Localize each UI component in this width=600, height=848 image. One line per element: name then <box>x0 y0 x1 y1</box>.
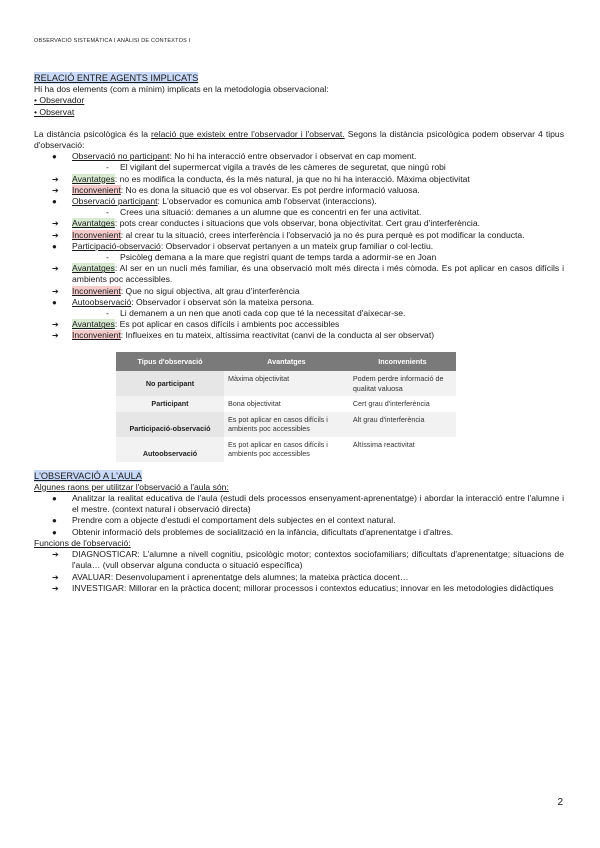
item-label: Avantatges <box>72 263 115 274</box>
list-item <box>34 583 564 594</box>
table-row <box>116 371 456 396</box>
pros-cons-item <box>34 185 564 196</box>
item-text: : Al ser en un nucli més familiar, és una observació molt més directa i més còmoda. Es pot aplicar en casos difícils i ambients poc accessibles. <box>72 263 564 285</box>
observation-type-item <box>34 196 564 207</box>
dash-marker: - <box>106 207 109 218</box>
table-cell-type: Participant <box>116 396 224 412</box>
arrow-marker: ➔ <box>52 331 59 341</box>
item-label: Observació no participant <box>72 151 170 162</box>
item-label: Avantatges <box>72 218 115 229</box>
example-item <box>34 308 564 319</box>
arrow-marker: ➔ <box>52 550 59 560</box>
item-label: Observació participant <box>72 196 158 207</box>
table-row <box>116 412 456 437</box>
list-item <box>34 527 564 538</box>
list-item <box>34 515 564 526</box>
item-label: Avantatges <box>72 173 115 184</box>
list-item-observat: • Observat <box>34 106 75 117</box>
example-item <box>34 207 564 218</box>
item-text: Crees una situació: demanes a un alumne que es concentri en fer una activitat. <box>120 207 422 218</box>
list-item <box>34 493 564 515</box>
page-content <box>34 72 564 594</box>
page-number: 2 <box>557 797 563 808</box>
item-label: Inconvenient <box>72 330 121 341</box>
function-text: DIAGNOSTICAR: L'alumne a nivell cognitiu, psicològic motor; contextos sociofamiliars; dificultats d'aprenentatge; situacions de l'aula… (vull observar alguna conducta o situació específica) <box>72 549 564 571</box>
bullet-marker: ● <box>52 494 57 504</box>
example-item <box>34 162 564 173</box>
dash-marker: - <box>106 252 109 263</box>
item-text: Psicòleg demana a la mare que registri quant de temps tarda a adormir-se en Joan <box>120 252 437 263</box>
bullet-marker: ● <box>52 297 57 307</box>
table-cell-type: Autoobservació <box>116 437 224 462</box>
arrow-marker: ➔ <box>52 230 59 240</box>
observation-type-item <box>34 241 564 252</box>
bullet-marker: ● <box>52 152 57 162</box>
item-text: : Influeixes en tu mateix, altíssima reactivitat (canvi de la conducta al ser observat) <box>120 330 435 341</box>
item-label: Inconvenient <box>72 285 121 296</box>
table-cell-disadvantages: Podem perdre informació de qualitat valuosa <box>349 371 456 396</box>
pros-cons-item <box>34 218 564 229</box>
pros-cons-item <box>34 230 564 241</box>
list-item <box>34 572 564 583</box>
reason-text: Prendre com a objecte d'estudi el comportament dels subjectes en el context natural. <box>72 515 396 526</box>
section-heading-classroom: L'OBSERVACIÓ A L'AULA <box>34 470 142 481</box>
dash-marker: - <box>106 308 109 319</box>
item-text: : No es dona la situació que es vol observar. Es pot perdre informació valuosa. <box>120 184 420 195</box>
list-item <box>34 549 564 571</box>
table-cell-type: Participació-observació <box>116 412 224 437</box>
item-text: : Observador i observat són la mateixa persona. <box>131 296 315 307</box>
summary-table <box>116 352 456 462</box>
table-header-cell: Tipus d'observació <box>116 352 224 372</box>
item-label: Participació-observació <box>72 240 161 251</box>
item-text: : al crear tu la situació, crees interferència i l'observació ja no és pura perquè es pot modificar la conducta. <box>120 229 525 240</box>
table-cell-advantages: Es pot aplicar en casos difícils i ambients poc accessibles <box>224 412 349 437</box>
item-text: : L'observador es comunica amb l'observat (interaccions). <box>157 196 377 207</box>
bullet-marker: ● <box>52 197 57 207</box>
arrow-marker: ➔ <box>52 572 59 582</box>
pros-cons-item <box>34 286 564 297</box>
observation-types-list <box>34 151 564 341</box>
list-item-observador: • Observador <box>34 95 85 106</box>
reason-text: Obtenir informació dels problemes de socialització en la infància, dificultats d'aprenentatge i d'altres. <box>72 526 454 537</box>
distance-definition: relació que existeix entre l'observador i l'observat. <box>151 128 345 139</box>
table-row <box>116 437 456 462</box>
item-text: : no es modifica la conducta, és la més natural, ja que no hi ha interacció. Màxima objectivitat <box>114 173 470 184</box>
example-item <box>34 252 564 263</box>
distance-text-end: Segons la distància psicològica podem observar 4 tipus d'observació: <box>34 128 565 151</box>
table-cell-advantages: Bona objectivitat <box>224 396 349 412</box>
table-row <box>116 396 456 412</box>
arrow-marker: ➔ <box>52 185 59 195</box>
arrow-marker: ➔ <box>52 320 59 330</box>
item-text: : Es pot aplicar en casos difícils i ambients poc accessibles <box>114 319 340 330</box>
table-cell-disadvantages: Cert grau d'interferència <box>349 396 456 412</box>
item-label: Avantatges <box>72 319 115 330</box>
section-heading-agents: RELACIÓ ENTRE AGENTS IMPLICATS <box>34 73 199 83</box>
item-text: : No hi ha interacció entre observador i observat en cap moment. <box>169 151 417 162</box>
table-cell-disadvantages: Altíssima reactivitat <box>349 437 456 462</box>
pros-cons-item <box>34 174 564 185</box>
item-label: Autoobservació <box>72 296 132 307</box>
item-text: El vigilant del supermercat vigila a través de les càmeres de seguretat, que ningú robi <box>120 162 446 173</box>
observation-type-item <box>34 297 564 308</box>
arrow-marker: ➔ <box>52 219 59 229</box>
table-header-cell: Inconvenients <box>349 352 456 372</box>
item-text: : Que no sigui objectiva, alt grau d'interferència <box>120 285 300 296</box>
table-cell-disadvantages: Alt grau d'interferència <box>349 412 456 437</box>
table-cell-advantages: Màxima objectivitat <box>224 371 349 396</box>
bullet-marker: ● <box>52 516 57 526</box>
item-text: Li demanem a un nen que anoti cada cop que té la necessitat d'aixecar-se. <box>120 308 406 319</box>
intro-paragraph: Hi ha dos elements (com a mínim) implicats en la metodologia observacional: <box>34 84 329 95</box>
pros-cons-item <box>34 319 564 330</box>
arrow-marker: ➔ <box>52 286 59 296</box>
pros-cons-item <box>34 330 564 341</box>
functions-title: Funcions de l'observació: <box>34 537 131 548</box>
arrow-marker: ➔ <box>52 583 59 593</box>
bullet-marker: ● <box>52 527 57 537</box>
reasons-title: Algunes raons per utilitzar l'observació a l'aula són: <box>34 481 229 492</box>
page-header: OBSERVACIÓ SISTEMÀTICA I ANÀLISI DE CONTEXTOS I <box>34 38 191 44</box>
table-header-cell: Avantatges <box>224 352 349 372</box>
dash-marker: - <box>106 162 109 173</box>
pros-cons-item <box>34 263 564 285</box>
distance-text-start: La distància psicològica és la <box>34 128 152 139</box>
reason-text: Analitzar la realitat educativa de l'aula (estudi dels processos ensenyament-aprenentatge) i abordar la interacció entre l'alumne i el mestre. (context natural i observació directa) <box>72 493 564 515</box>
observation-type-item <box>34 151 564 162</box>
item-text: : pots crear conductes i situacions que vols observar, bona objectivitat. Cert grau d'interferència. <box>114 218 481 229</box>
distance-paragraph <box>34 129 564 151</box>
table-header-row <box>116 352 456 372</box>
item-label: Inconvenient <box>72 184 121 195</box>
item-text: : Observador i observat pertanyen a un mateix grup familiar o col·lectiu. <box>160 240 434 251</box>
table-cell-advantages: Es pot aplicar en casos difícils i ambients poc accessibles <box>224 437 349 462</box>
function-text: AVALUAR: Desenvolupament i aprenentatge dels alumnes; la mateixa pràctica docent… <box>72 571 409 582</box>
bullet-marker: ● <box>52 241 57 251</box>
item-label: Inconvenient <box>72 229 121 240</box>
arrow-marker: ➔ <box>52 174 59 184</box>
function-text: INVESTIGAR: Millorar en la pràctica docent; millorar processos i contextos educatius; innovar en les metodologies didàctiques <box>72 582 554 593</box>
arrow-marker: ➔ <box>52 264 59 274</box>
table-cell-type: No participant <box>116 371 224 396</box>
